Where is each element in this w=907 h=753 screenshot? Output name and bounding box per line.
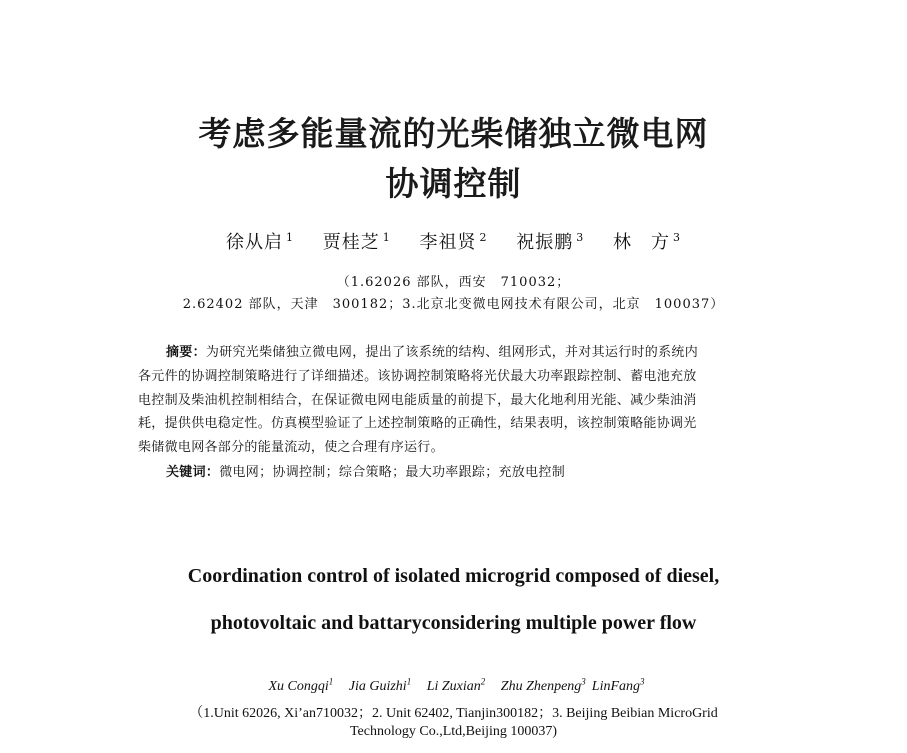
paper-title-cn-line2: 协调控制 xyxy=(385,164,522,203)
abstract-line: 各元件的协调控制策略进行了详细描述。该协调控制策略将光伏最大功率跟踪控制、蓄电池充放 xyxy=(138,368,697,384)
abstract-label: 摘要： xyxy=(166,345,206,360)
author-cn: 林 方 $^3$ xyxy=(612,231,681,253)
affiliation-en-line2: Technology Co.,Ltd,Beijing 100037) xyxy=(349,724,558,739)
abstract-line: 摘要：为研究光柴储独立微电网，提出了该系统的结构、组网形式，并对其运行时的系统内 xyxy=(166,345,699,360)
paper-title-en-line1: Coordination control of isolated microgrid composed of diesel, xyxy=(187,565,720,587)
author-en: LinFang$^3$ xyxy=(591,676,645,694)
paper-title-cn-line1: 考虑多能量流的光柴储独立微电网 xyxy=(198,114,709,153)
author-en: Zhu Zhenpeng$^3$ xyxy=(500,676,586,694)
abstract-line: 柴储微电网各部分的能量流动，使之合理有序运行。 xyxy=(138,440,444,456)
affiliation-cn-line2: 2.62402 部队，天津 300182；3.北京北变微电网技术有限公司，北京 100037） xyxy=(182,297,725,312)
author-en: Xu Congqi$^1$ xyxy=(268,676,334,694)
author-cn: 李祖贤 $^2$ xyxy=(419,231,488,253)
author-list-en xyxy=(0,676,907,695)
author-cn: 贾桂芝 $^1$ xyxy=(322,231,391,253)
paper-title-en-line2: photovoltaic and battaryconsidering multiple power flow xyxy=(210,612,697,634)
author-en: Jia Guizhi$^1$ xyxy=(348,676,412,694)
keywords-text: 微电网；协调控制；综合策略；最大功率跟踪；充放电控制 xyxy=(219,465,566,480)
author-list-cn xyxy=(0,228,907,254)
abstract-cn xyxy=(138,341,774,460)
affiliation-en-line1: （1.Unit 62026, Xi’an710032；2. Unit 62402, Tianjin300182；3. Beijing Beibian MicroGrid xyxy=(189,706,718,721)
author-cn: 祝振鹏 $^3$ xyxy=(516,231,585,253)
affiliation-cn-line1: （1.62026 部队，西安 710032； xyxy=(336,275,571,290)
keywords-cn xyxy=(166,461,786,480)
abstract-line: 耗，提供供电稳定性。仿真模型验证了上述控制策略的正确性，结果表明，该控制策略能协调光 xyxy=(138,416,697,432)
keywords-label: 关键词： xyxy=(166,465,220,480)
author-cn: 徐从启 $^1$ xyxy=(226,231,295,253)
author-en: Li Zuxian$^2$ xyxy=(426,676,486,694)
abstract-line: 电控制及柴油机控制相结合，在保证微电网电能质量的前提下，最大化地利用光能、减少柴油消 xyxy=(138,392,697,408)
